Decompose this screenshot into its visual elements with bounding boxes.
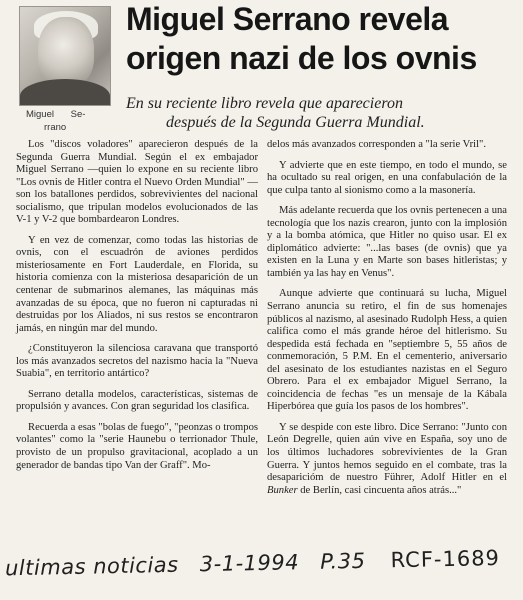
paragraph: Recuerda a esas "bolas de fuego", "peonzas o trompos volantes" como la "serie Haunebu o terrionador Thule, provisto de un propulso gravitacional, acoplado a un generador de bandas tipo Van der Graff". Mo- xyxy=(16,421,258,471)
photo-caption xyxy=(18,108,114,134)
paragraph: delos más avanzados corresponden a "la serie Vril". xyxy=(267,139,487,150)
subheadline xyxy=(126,94,518,132)
paragraph xyxy=(267,422,507,497)
headline-line-2: origen nazi de los ovnis xyxy=(126,40,477,76)
headline-line-1: Miguel Serrano revela xyxy=(126,1,449,37)
handwritten-clipping-note xyxy=(5,546,514,581)
clipping-date: 3-1-1994 xyxy=(199,550,300,577)
article-column-right xyxy=(267,139,507,505)
caption-line-2: rrano xyxy=(44,122,67,133)
paragraph: Serrano detalla modelos, características, sistemas de propulsión y avances. Con gran seguridad los clasifica. xyxy=(16,388,258,413)
photo-face xyxy=(38,17,94,87)
paragraph: Y advierte que en este tiempo, en todo el mundo, se ha ocultado su real origen, en una confabulación de la que culpa tanto al sionismo como a la masonería. xyxy=(267,159,507,196)
clipping-reference: RCF-1689 xyxy=(390,545,501,573)
paragraph-text: de Berlín, casi cincuenta años atrás..." xyxy=(297,484,462,496)
author-photo xyxy=(19,6,111,106)
paragraph: Más adelante recuerda que los ovnis pertenecen a una tecnología que los nazis crearon, junto con la implosión y a la bomba atómica, que Hitler no quiso usar. El ex diplomático advierte: "...las bases (de ovnis) que ya existen en la Luna y en Marte son bases hitleristas; y también ya las hay en Venus". xyxy=(267,205,507,279)
photo-shoulders xyxy=(20,79,110,106)
paragraph-emphasis: Bunker xyxy=(267,484,298,496)
caption-line-1: Miguel Se- xyxy=(26,109,86,120)
clipping-source: ultimas noticias xyxy=(4,552,179,581)
paragraph: Los "discos voladores" aparecieron después de la Segunda Guerra Mundial. Según el ex embajador Miguel Serrano —quien lo expone en su reciente libro "Los ovnis de Hitler contra el Nuevo Orden Mundial" — son los batallones perdidos, sobrevivientes del nacional socialismo, que tripulan modelos evolucionados de las V-1 y V-2 que bombardearon Londres. xyxy=(16,139,258,226)
paragraph: Y en vez de comenzar, como todas las historias de ovnis, con el escuadrón de aviones perdidos misteriosamente en Fort Lauderdale, en Florida, su historia comienza con la misteriosa desaparición de un centenar de submarinos alemanes, las máquinas más avanzadas de su época, que no fueron ni capturadas ni destruidas por los Aliados, ni sus restos se encontraron jamás, en ningún mar del mundo. xyxy=(16,234,258,334)
paragraph: ¿Constituyeron la silenciosa caravana que transportó los más avanzados secretos del nazismo hacia la "Nueva Suabia", en territorio antártico? xyxy=(16,343,258,380)
subheadline-line-1: En su reciente libro revela que aparecieron xyxy=(126,95,403,112)
subheadline-line-2: después de la Segunda Guerra Mundial. xyxy=(166,114,425,131)
headline xyxy=(126,0,518,78)
article-column-left xyxy=(16,139,258,480)
paragraph: Aunque advierte que continuará su lucha, Miguel Serrano anuncia su retiro, el fin de sus homenajes públicos al nazismo, al asesinado Rudolph Hess, a quien califica como el más grande héroe del hitlerismo. Su despedida está fechada en "septiembre 5, 55 años de conmemoración, 5 P.M. En el cementerio, aniversario del asesinato de los estudiantes nazistas en el Seguro Obrero. Para el ex embajador Miguel Serrano, la coincidencia de fechas "es un mensaje de la Kábala Hiperbórea que guía los pasos de los hombres". xyxy=(267,288,507,413)
paragraph-text: Y se despide con este libro. Dice Serrano: "Junto con León Degrelle, quien aún vive en España, soy uno de los últimos luchadores sobrevivientes de la Gran Guerra. Y juntos hemos seguido en el combate, tras la desaparicióm de nuestro Führer, Adolf Hitler en el xyxy=(267,421,507,484)
clipping-page: P.35 xyxy=(320,548,366,574)
